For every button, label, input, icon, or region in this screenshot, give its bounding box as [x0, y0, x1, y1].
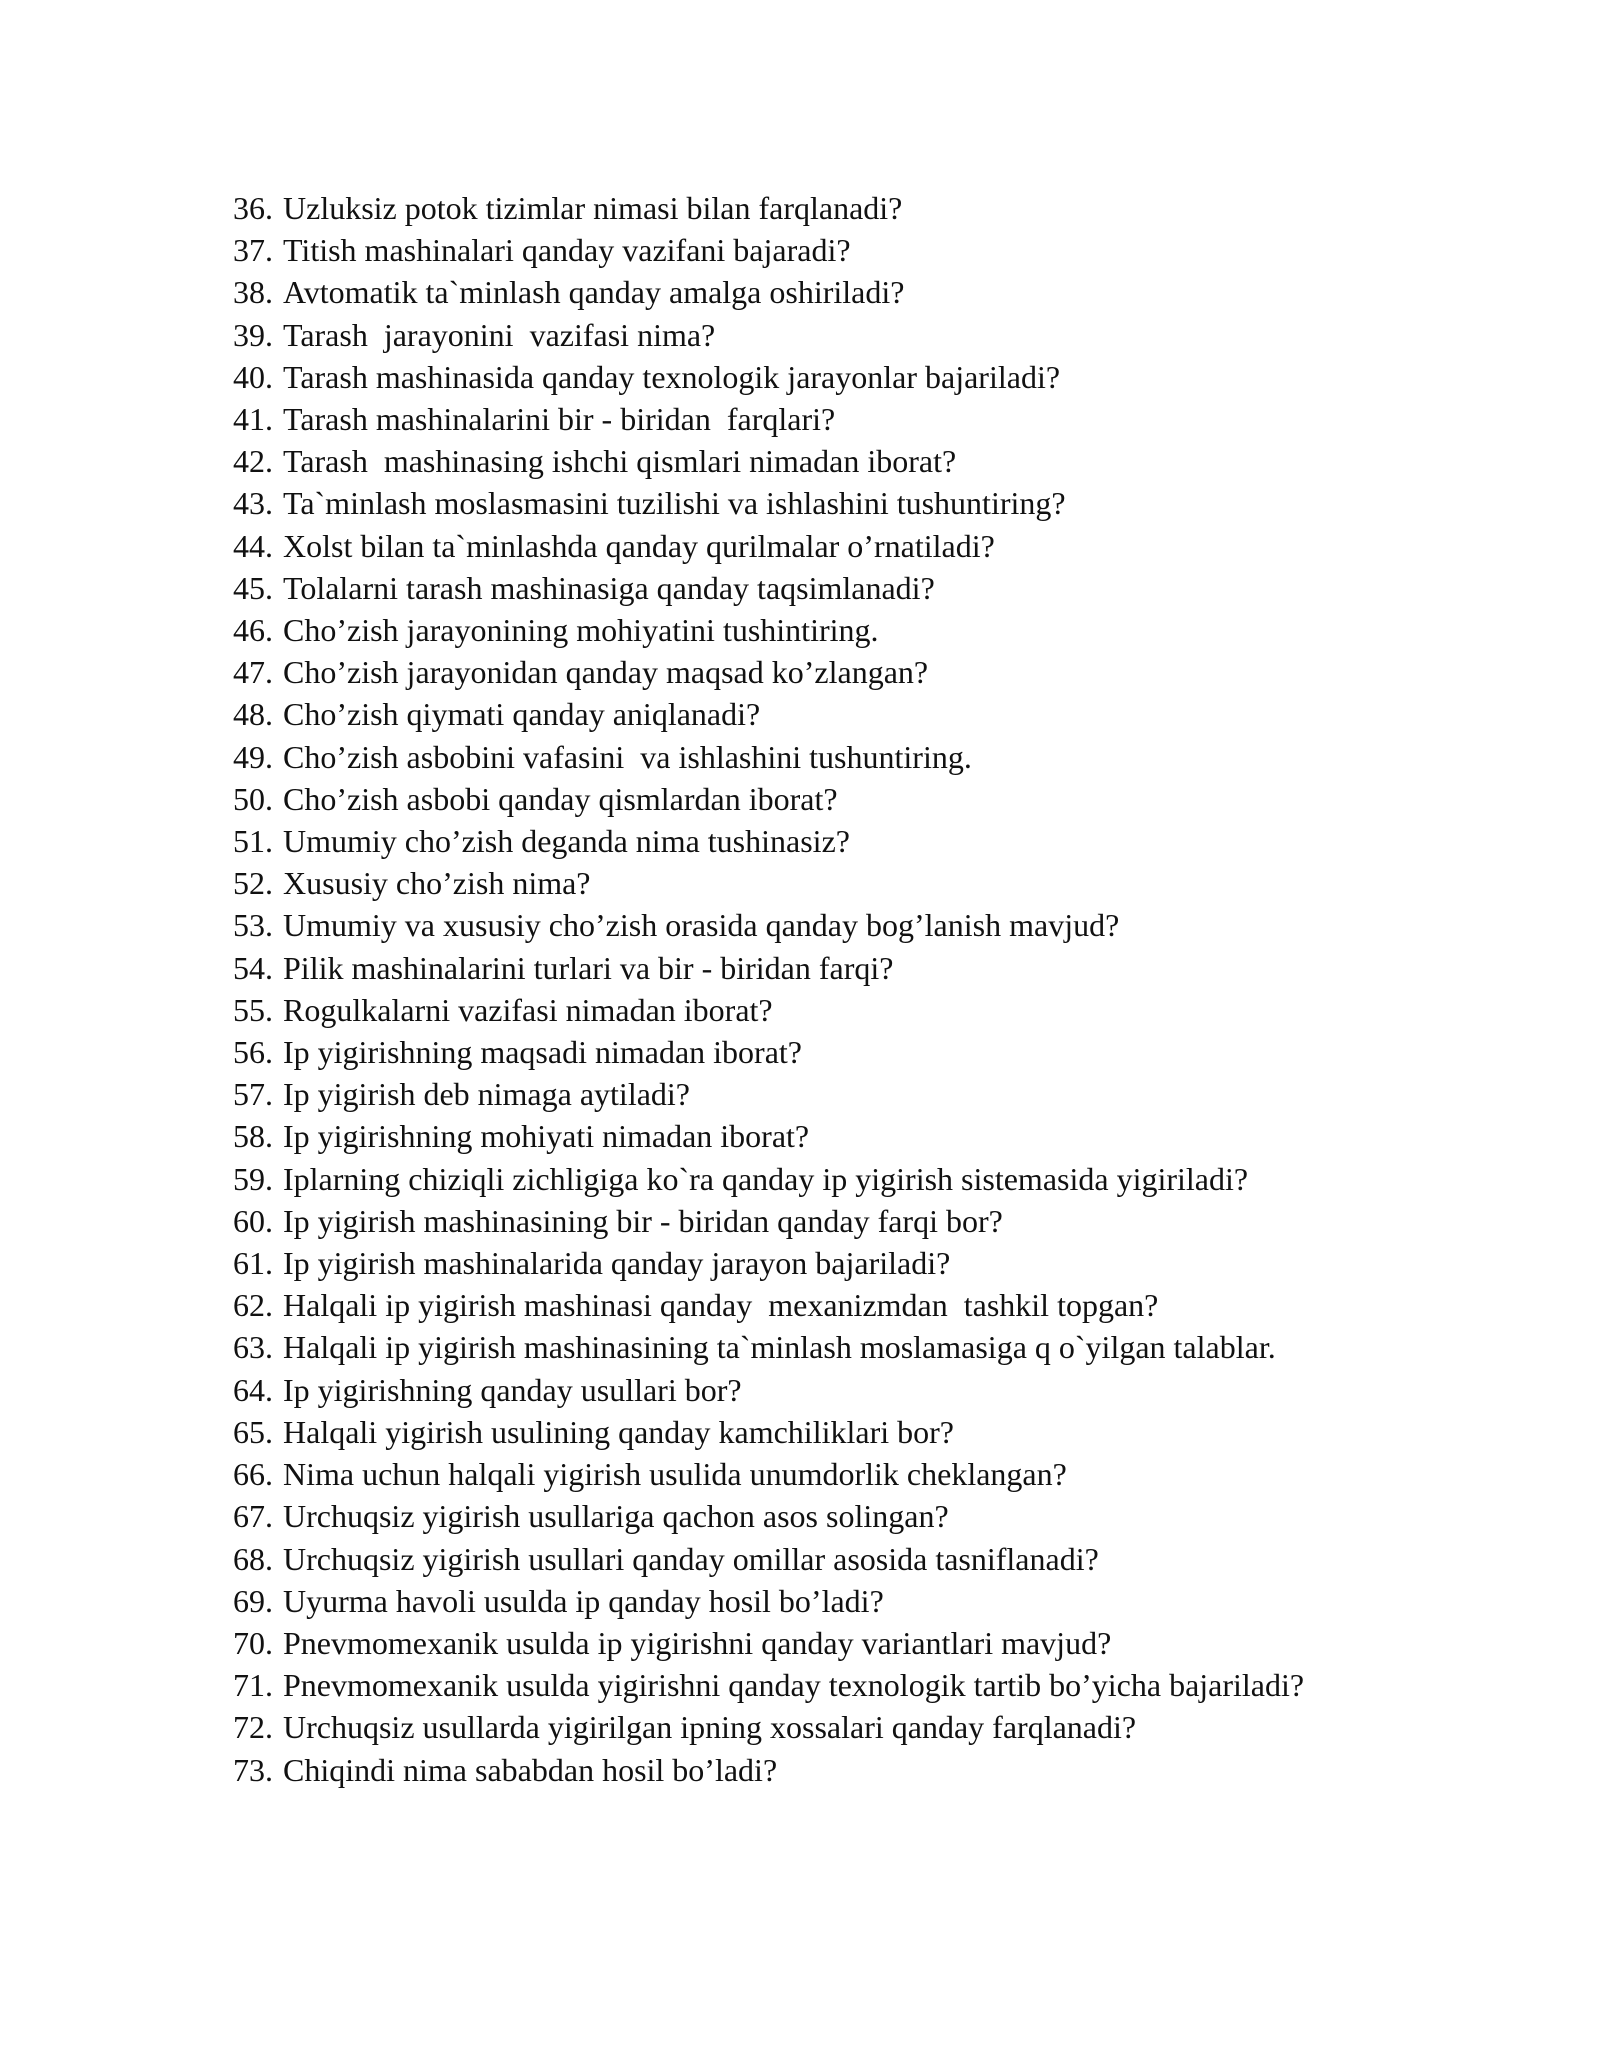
question-text: Avtomatik ta`minlash qanday amalga oshiriladi?: [283, 274, 905, 311]
question-text: Iplarning chiziqli zichligiga ko`ra qanday ip yigirish sistemasida yigiriladi?: [283, 1160, 1249, 1197]
question-number: 45.: [233, 569, 273, 606]
question-number: 68.: [233, 1540, 273, 1577]
question-item: [233, 440, 1417, 482]
question-text: Ip yigirish mashinalarida qanday jarayon bajariladi?: [283, 1245, 951, 1282]
question-text: Uyurma havoli usulda ip qanday hosil bo’ladi?: [283, 1582, 884, 1619]
question-number: 42.: [233, 443, 273, 480]
question-item: [233, 398, 1417, 440]
question-number: 47.: [233, 654, 273, 691]
question-number: 44.: [233, 527, 273, 564]
question-text: Rogulkalarni vazifasi nimadan iborat?: [283, 991, 773, 1028]
question-item: [233, 947, 1417, 989]
question-text: Urchuqsiz usullarda yigirilgan ipning xossalari qanday farqlanadi?: [283, 1709, 1137, 1746]
question-number: 70.: [233, 1624, 273, 1661]
question-number: 55.: [233, 991, 273, 1028]
question-text: Titish mashinalari qanday vazifani bajaradi?: [283, 232, 851, 269]
question-item: [233, 1158, 1417, 1200]
question-item: [233, 1115, 1417, 1157]
question-text: Tarash mashinalarini bir - biridan farqlari?: [283, 401, 836, 438]
question-item: [233, 1580, 1417, 1622]
question-number: 50.: [233, 780, 273, 817]
question-number: 36.: [233, 190, 273, 226]
question-text: Pnevmomexanik usulda yigirishni qanday texnologik tartib bo’yicha bajariladi?: [283, 1667, 1305, 1704]
question-number: 73.: [233, 1751, 273, 1788]
question-number: 56.: [233, 1034, 273, 1071]
question-item: [233, 989, 1417, 1031]
question-item: [233, 1622, 1417, 1664]
question-item: [233, 1749, 1417, 1791]
question-text: Xolst bilan ta`minlashda qanday qurilmalar o’rnatiladi?: [283, 527, 995, 564]
question-number: 37.: [233, 232, 273, 269]
question-text: Cho’zish qiymati qanday aniqlanadi?: [283, 696, 761, 733]
question-text: Ip yigirish deb nimaga aytiladi?: [283, 1076, 690, 1113]
question-number: 41.: [233, 401, 273, 438]
question-text: Pilik mashinalarini turlari va bir - biridan farqi?: [283, 949, 894, 986]
question-number: 60.: [233, 1202, 273, 1239]
question-text: Umumiy cho’zish deganda nima tushinasiz?: [283, 823, 850, 860]
question-item: [233, 1242, 1417, 1284]
question-item: [233, 1073, 1417, 1115]
question-number: 69.: [233, 1582, 273, 1619]
question-item: [233, 862, 1417, 904]
question-text: Tarash mashinasing ishchi qismlari nimadan iborat?: [283, 443, 957, 480]
question-number: 66.: [233, 1456, 273, 1493]
question-text: Cho’zish asbobi qanday qismlardan iborat?: [283, 780, 838, 817]
question-number: 46.: [233, 612, 273, 649]
question-item: [233, 1369, 1417, 1411]
question-item: [233, 567, 1417, 609]
question-number: 64.: [233, 1371, 273, 1408]
question-text: Tolalarni tarash mashinasiga qanday taqsimlanadi?: [283, 569, 935, 606]
question-number: 57.: [233, 1076, 273, 1113]
question-text: Halqali ip yigirish mashinasi qanday mexanizmdan tashkil topgan?: [283, 1287, 1159, 1324]
question-item: [233, 1411, 1417, 1453]
question-item: [233, 271, 1417, 313]
question-text: Halqali yigirish usulining qanday kamchiliklari bor?: [283, 1413, 954, 1450]
question-item: [233, 609, 1417, 651]
question-text: Ip yigirishning maqsadi nimadan iborat?: [283, 1034, 802, 1071]
question-number: 40.: [233, 358, 273, 395]
question-text: Umumiy va xususiy cho’zish orasida qanday bog’lanish mavjud?: [283, 907, 1120, 944]
question-number: 43.: [233, 485, 273, 522]
question-text: Ip yigirish mashinasining bir - biridan qanday farqi bor?: [283, 1202, 1003, 1239]
question-number: 52.: [233, 865, 273, 902]
question-item: [233, 229, 1417, 271]
question-number: 71.: [233, 1667, 273, 1704]
question-item: [233, 820, 1417, 862]
question-text: Ip yigirishning qanday usullari bor?: [283, 1371, 742, 1408]
question-item: [233, 1453, 1417, 1495]
question-number: 61.: [233, 1245, 273, 1282]
question-item: [233, 693, 1417, 735]
question-text: Ta`minlash moslasmasini tuzilishi va ishlashini tushuntiring?: [283, 485, 1066, 522]
question-number: 49.: [233, 738, 273, 775]
question-number: 65.: [233, 1413, 273, 1450]
question-number: 39.: [233, 316, 273, 353]
question-number: 54.: [233, 949, 273, 986]
question-number: 63.: [233, 1329, 273, 1366]
question-item: [233, 1326, 1417, 1368]
question-text: Xususiy cho’zish nima?: [283, 865, 591, 902]
question-number: 58.: [233, 1118, 273, 1155]
question-number: 72.: [233, 1709, 273, 1746]
question-item: [233, 1031, 1417, 1073]
question-item: [233, 356, 1417, 398]
question-text: Uzluksiz potok tizimlar nimasi bilan farqlanadi?: [283, 190, 903, 226]
question-item: [233, 1538, 1417, 1580]
question-text: Tarash jarayonini vazifasi nima?: [283, 316, 716, 353]
question-item: [233, 778, 1417, 820]
question-item: [233, 187, 1417, 229]
question-number: 67.: [233, 1498, 273, 1535]
question-item: [233, 1495, 1417, 1537]
question-text: Urchuqsiz yigirish usullariga qachon asos solingan?: [283, 1498, 949, 1535]
question-text: Cho’zish jarayonining mohiyatini tushintiring.: [283, 612, 879, 649]
question-item: [233, 736, 1417, 778]
question-text: Chiqindi nima sababdan hosil bo’ladi?: [283, 1751, 778, 1788]
question-number: 62.: [233, 1287, 273, 1324]
question-list: [233, 187, 1417, 1791]
question-number: 59.: [233, 1160, 273, 1197]
question-number: 51.: [233, 823, 273, 860]
question-text: Cho’zish asbobini vafasini va ishlashini tushuntiring.: [283, 738, 972, 775]
question-text: Nima uchun halqali yigirish usulida unumdorlik cheklangan?: [283, 1456, 1067, 1493]
question-text: Cho’zish jarayonidan qanday maqsad ko’zlangan?: [283, 654, 929, 691]
question-item: [233, 525, 1417, 567]
question-text: Pnevmomexanik usulda ip yigirishni qanday variantlari mavjud?: [283, 1624, 1112, 1661]
question-text: Ip yigirishning mohiyati nimadan iborat?: [283, 1118, 810, 1155]
question-number: 38.: [233, 274, 273, 311]
question-item: [233, 314, 1417, 356]
question-item: [233, 1284, 1417, 1326]
question-text: Tarash mashinasida qanday texnologik jarayonlar bajariladi?: [283, 358, 1061, 395]
question-text: Urchuqsiz yigirish usullari qanday omillar asosida tasniflanadi?: [283, 1540, 1099, 1577]
question-item: [233, 1200, 1417, 1242]
question-item: [233, 1664, 1417, 1706]
question-number: 48.: [233, 696, 273, 733]
question-number: 53.: [233, 907, 273, 944]
question-item: [233, 904, 1417, 946]
question-item: [233, 1706, 1417, 1748]
question-text: Halqali ip yigirish mashinasining ta`minlash moslamasiga q o`yilgan talablar.: [283, 1329, 1276, 1366]
question-item: [233, 651, 1417, 693]
question-item: [233, 482, 1417, 524]
